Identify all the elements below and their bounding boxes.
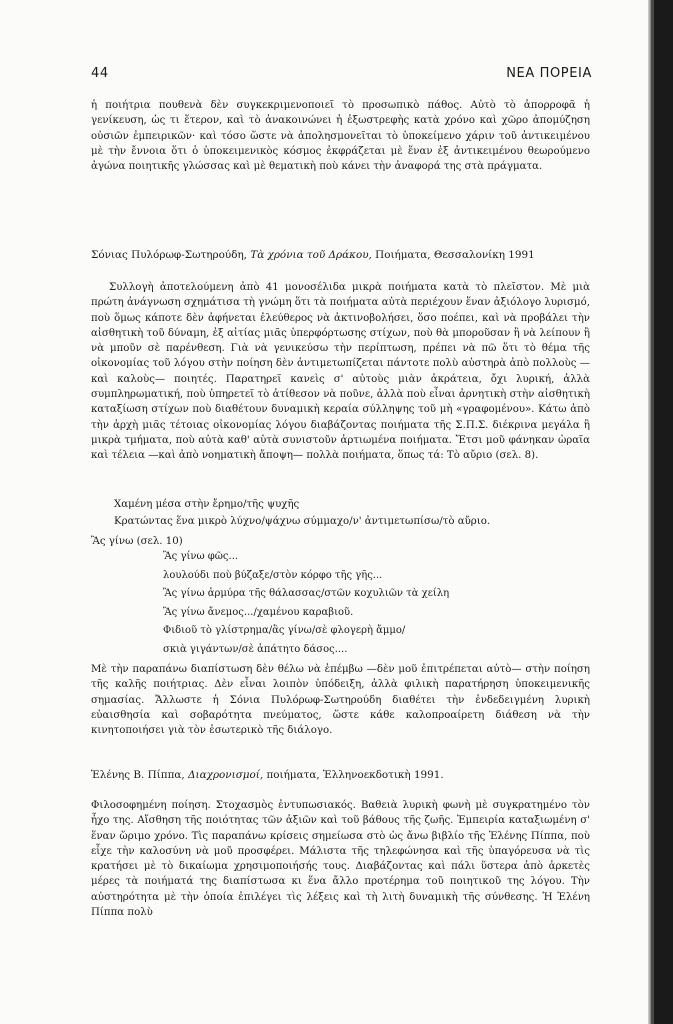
quote2-line: Ἂς γίνω φῶς... (163, 551, 239, 562)
quote1-line: Κρατώντας ἕνα μικρὸ λύχνο/ψάχνω σύμμαχο/ν' ἀντιμετωπίσω/τὸ αὔριο. (114, 516, 491, 527)
quote2-line: λουλούδι ποὺ βύζαξε/στὸν κόρφο τῆς γῆς... (163, 569, 383, 581)
quote2-line: Ἂς γίνω ἄνεμος.../χαμένου καραβιοῦ. (163, 606, 354, 618)
review2-author: Ἑλένης Β. Πίππα, (91, 769, 189, 781)
intro-paragraph-block (91, 98, 590, 174)
intro-paragraph: ἡ ποιήτρια πουθενὰ δὲν συγκεκριμενοποιεῖ τὸ προσωπικὸ πάθος. Αὐτὸ τὸ ἀπορροφᾶ ἡ γενίκευση, ὡς τι ἕτερον, καὶ τὸ ἀνακοινώνει ἡ ἐξωστρεφὴς κατὰ χρόνο καὶ χῶρο ἀπομύζηση οὐσιῶν ἐμπειρικῶν· καὶ τόσο ὥστε νὰ ἀπολησμονεῖται τὸ ὑποκείμενο χάριν τοῦ ἀντικειμένου μὲ τὴν ἔννοια ὅτι ὁ ὑποκειμενικὸς κόσμος ἐκφράζεται μὲ ἕναν ἐξ ἀντικειμένου θεωρούμενο ἀγώνα ποιητικῆς γλώσσας καὶ μὲ θεματικὴ ποὺ κάνει τὴν ἀναφορά της στὰ πράγματα. (91, 100, 590, 173)
review2-details: ποιήματα, Ἑλληνοεκδοτικὴ 1991. (263, 769, 444, 781)
review1-heading (91, 248, 590, 263)
review1-body (91, 280, 590, 464)
review1-quote2-intro: Ἂς γίνω (σελ. 10) (91, 536, 183, 547)
review1-quote1 (114, 496, 584, 530)
review1-book-title: Τὰ χρόνια τοῦ Δράκου, (250, 249, 372, 261)
quote1-line: Χαμένη μέσα στὴν ἔρημο/τῆς ψυχῆς (114, 499, 300, 510)
review1-author: Σόνιας Πυλόρωφ-Σωτηρούδη, (91, 249, 251, 261)
page-header (91, 66, 592, 84)
quote2-line: Ἂς γίνω ἁρμύρα τῆς θάλασσας/στῶν κοχυλιῶν τὰ χείλη (163, 588, 450, 600)
quote2-line: σκιὰ γιγάντων/σὲ ἀπάτητο δάσος.... (163, 643, 348, 655)
review2-body (91, 798, 590, 920)
review2-paragraph: Φιλοσοφημένη ποίηση. Στοχασμὸς ἐντυπωσιακός. Βαθειὰ λυρικὴ φωνὴ μὲ συγκρατημένο τὸν ἦχο της. Αἴσθηση τῆς ποιότητας τῶν ἀξιῶν καὶ τοῦ βάθους τῆς ζωῆς. Ἐμπειρία καταξιωμένη σ' ἕναν ὥριμο χρόνο. Τὶς παραπάνω κρίσεις σημείωσα στὸ ὡς ἄνω βιβλίο τῆς Ἑλένης Πίππα, ποὺ εἶχε τὴν καλοσύνη νὰ μοῦ προσφέρει. Μάλιστα τῆς τηλεφώνησα καὶ τῆς ὑπαγόρευσα νὰ τὶς κρατήσει μὲ τὸ δικαίωμα χρησιμοποιήσής τους. Διαβάζοντας καὶ πάλι ὕστερα ἀπὸ ἀρκετὲς μέρες τὰ ποιήματά της διαπίστωσα κι ἕνα ἄλλο προτέρημα τοῦ ποιητικοῦ της λόγου. Τὴν αὐστηρότητα μὲ τὴν ὁποία ἐπιλέγει τὶς λέξεις καὶ τὴ λιτὴ δυναμικὴ τῆς σύνθεσης. Ἡ Ἑλένη Πίππα πολὺ (91, 800, 590, 919)
review2-heading (91, 768, 590, 783)
scan-border (651, 0, 673, 1024)
page-number: 44 (91, 66, 109, 81)
review1-closing-block (91, 662, 590, 738)
review1-quote2 (163, 548, 563, 660)
review1-details: Ποιήματα, Θεσσαλονίκη 1991 (371, 249, 535, 261)
review1-closing: Μὲ τὴν παραπάνω διαπίστωση δὲν θέλω νὰ ἐπέμβω —δὲν μοῦ ἐπιτρέπεται αὐτὸ— στὴν ποίηση τῆς καλῆς ποιήτριας. Δὲν εἶναι λοιπὸν ὑπόδειξη, ἀλλὰ φιλικὴ παρατήρηση ὑποκειμενικῆς σημασίας. Ἄλλωστε ἡ Σόνια Πυλόρωφ-Σωτηρούδη διαθέτει τὴν ἐνδεδειγμένη λυρικὴ εὐαισθησία καὶ σοβαρότητα πνεύματος, ὥστε κάθε καλοπροαίρετη διάθεση νὰ τὴν κινητοποιήσει γιὰ τὸν ἐσωτερικὸ τῆς διάλογο. (91, 664, 590, 737)
review1-paragraph: Συλλογὴ ἀποτελούμενη ἀπὸ 41 μονοσέλιδα μικρὰ ποιήματα κατὰ τὸ πλεῖστον. Μὲ μιὰ πρώτη ἀνάγνωση σχημάτισα τὴ γνώμη ὅτι τὰ ποιήματα αὐτὰ περιέχουν ἕναν ἀξιόλογο λυρισμό, ποὺ ὅμως κάποτε δὲν ἀφήνεται ἐλεύθερος νὰ ἀκτινοβολήσει, ὅσο ποέπει, καὶ νὰ προβάλει τὴν αἰσθητικὴ τοῦ δύναμη, ἐξ αἰτίας μιᾶς ὑπερφόρτωσης στίχων, ποὺ θὰ μποροῦσαν ἢ νὰ λείπουν ἢ νὰ μποῦν σὲ παρένθεση. Γιὰ νὰ γενικεύσω τὴν περίπτωση, πρέπει νὰ πῶ ὅτι τὸ θέμα τῆς οἰκονομίας τοῦ λόγου στὴν ποίηση δὲν ἀντιμετωπίζεται πάντοτε πολὺ αὐστηρὰ ἀπὸ πολλοὺς —καὶ καλοὺς— ποιητές. Παρατηρεῖ κανεὶς σ' αὐτοὺς μιὰν ἀκράτεια, ὄχι λυρική, ἀλλὰ συμπληρωματική, ποὺ ὑπηρετεῖ τὸ ἀτίθεσον νὰ ποῦνε, ἀλλὰ ποὺ εἶναι ἀρνητικὴ στὴν αἰσθητικὴ καταξίωση στίχων ποὺ διαθέτουν δυναμικὴ κεραία σύλληψης τοῦ μὴ «γραφομένου». Κάτω ἀπὸ τὴν ἀρχὴ μιᾶς τέτοιας οἰκονομίας λόγου διαβάζοντας ποιήματα τῆς Σ.Π.Σ. διέκρινα μεγάλα ἢ μικρὰ τμήματα, ποὺ αὐτὰ καθ' αὑτὰ συνιστοῦν ἀρτιωμένα ποιήματα. Ἔτσι μοῦ φάνηκαν ὡραῖα καὶ τέλεια —καὶ ἀπὸ νοηματικὴ ἄποψη— πολλὰ ποιήματα, ὅπως τά: Τὸ αὔριο (σελ. 8). (91, 282, 590, 462)
journal-title: ΝΕΑ ΠΟΡΕΙΑ (506, 66, 592, 81)
review2-book-title: Διαχρονισμοί, (188, 769, 264, 781)
quote2-line: Φιδιοῦ τὸ γλίστρημα/ἂς γίνω/σὲ φλογερὴ ἄμμο/ (163, 625, 406, 637)
